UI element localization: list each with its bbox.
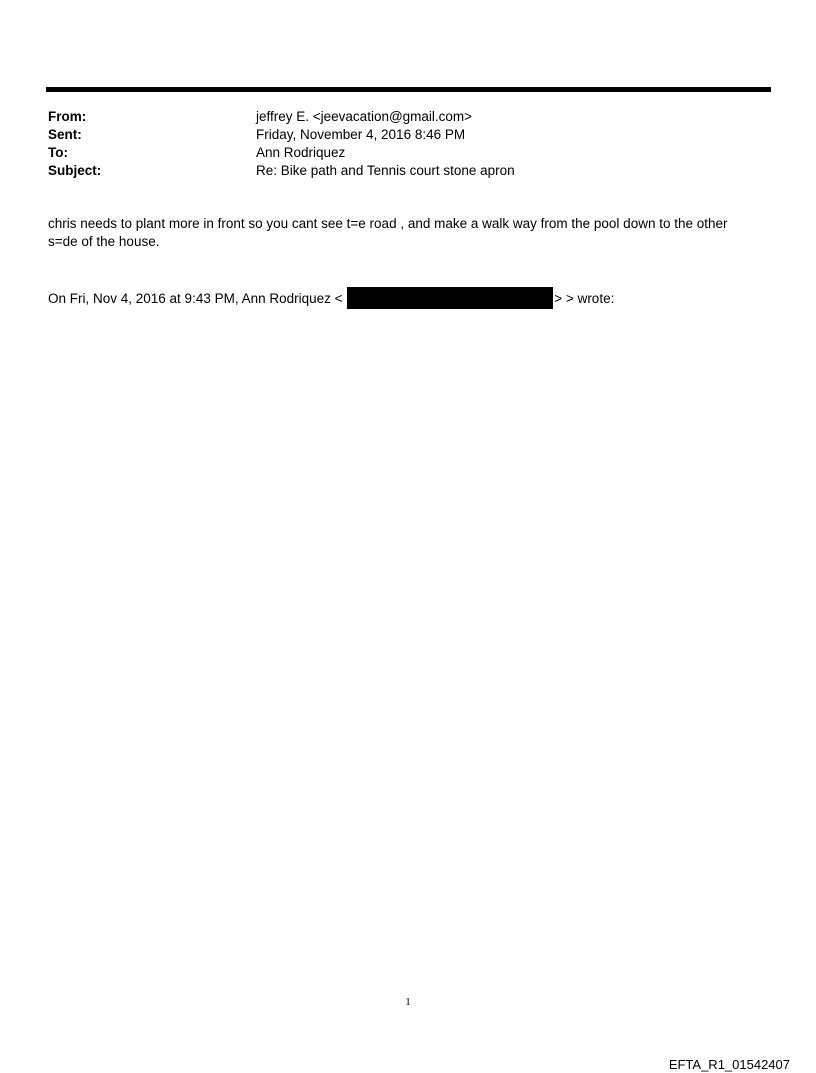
body-line-1: chris needs to plant more in front so you cant see t=e road , and make a walk way from the pool down to the other [48, 216, 728, 231]
sent-value: Friday, November 4, 2016 8:46 PM [256, 127, 466, 142]
body-line-2: s=de of the house. [48, 234, 160, 249]
sent-row [48, 126, 748, 144]
subject-row [48, 162, 748, 180]
quote-prefix: On Fri, Nov 4, 2016 at 9:43 PM, Ann Rodriquez < [48, 291, 347, 306]
email-body [48, 215, 758, 251]
to-label: To: [48, 145, 68, 160]
to-row [48, 144, 748, 162]
redaction-box [347, 287, 553, 309]
quote-suffix: > > wrote: [554, 291, 615, 306]
from-label: From: [48, 109, 87, 124]
header-divider [46, 87, 771, 92]
to-value: Ann Rodriquez [256, 145, 346, 160]
sent-label: Sent: [48, 127, 82, 142]
subject-label: Subject: [48, 163, 102, 178]
bates-number: EFTA_R1_01542407 [668, 1057, 790, 1072]
from-row [48, 108, 748, 126]
subject-value: Re: Bike path and Tennis court stone apron [256, 163, 515, 178]
page-number: 1 [405, 996, 411, 1008]
email-header [48, 108, 748, 180]
from-value: jeffrey E. <jeevacation@gmail.com> [256, 109, 473, 124]
quoted-attribution [48, 287, 614, 309]
